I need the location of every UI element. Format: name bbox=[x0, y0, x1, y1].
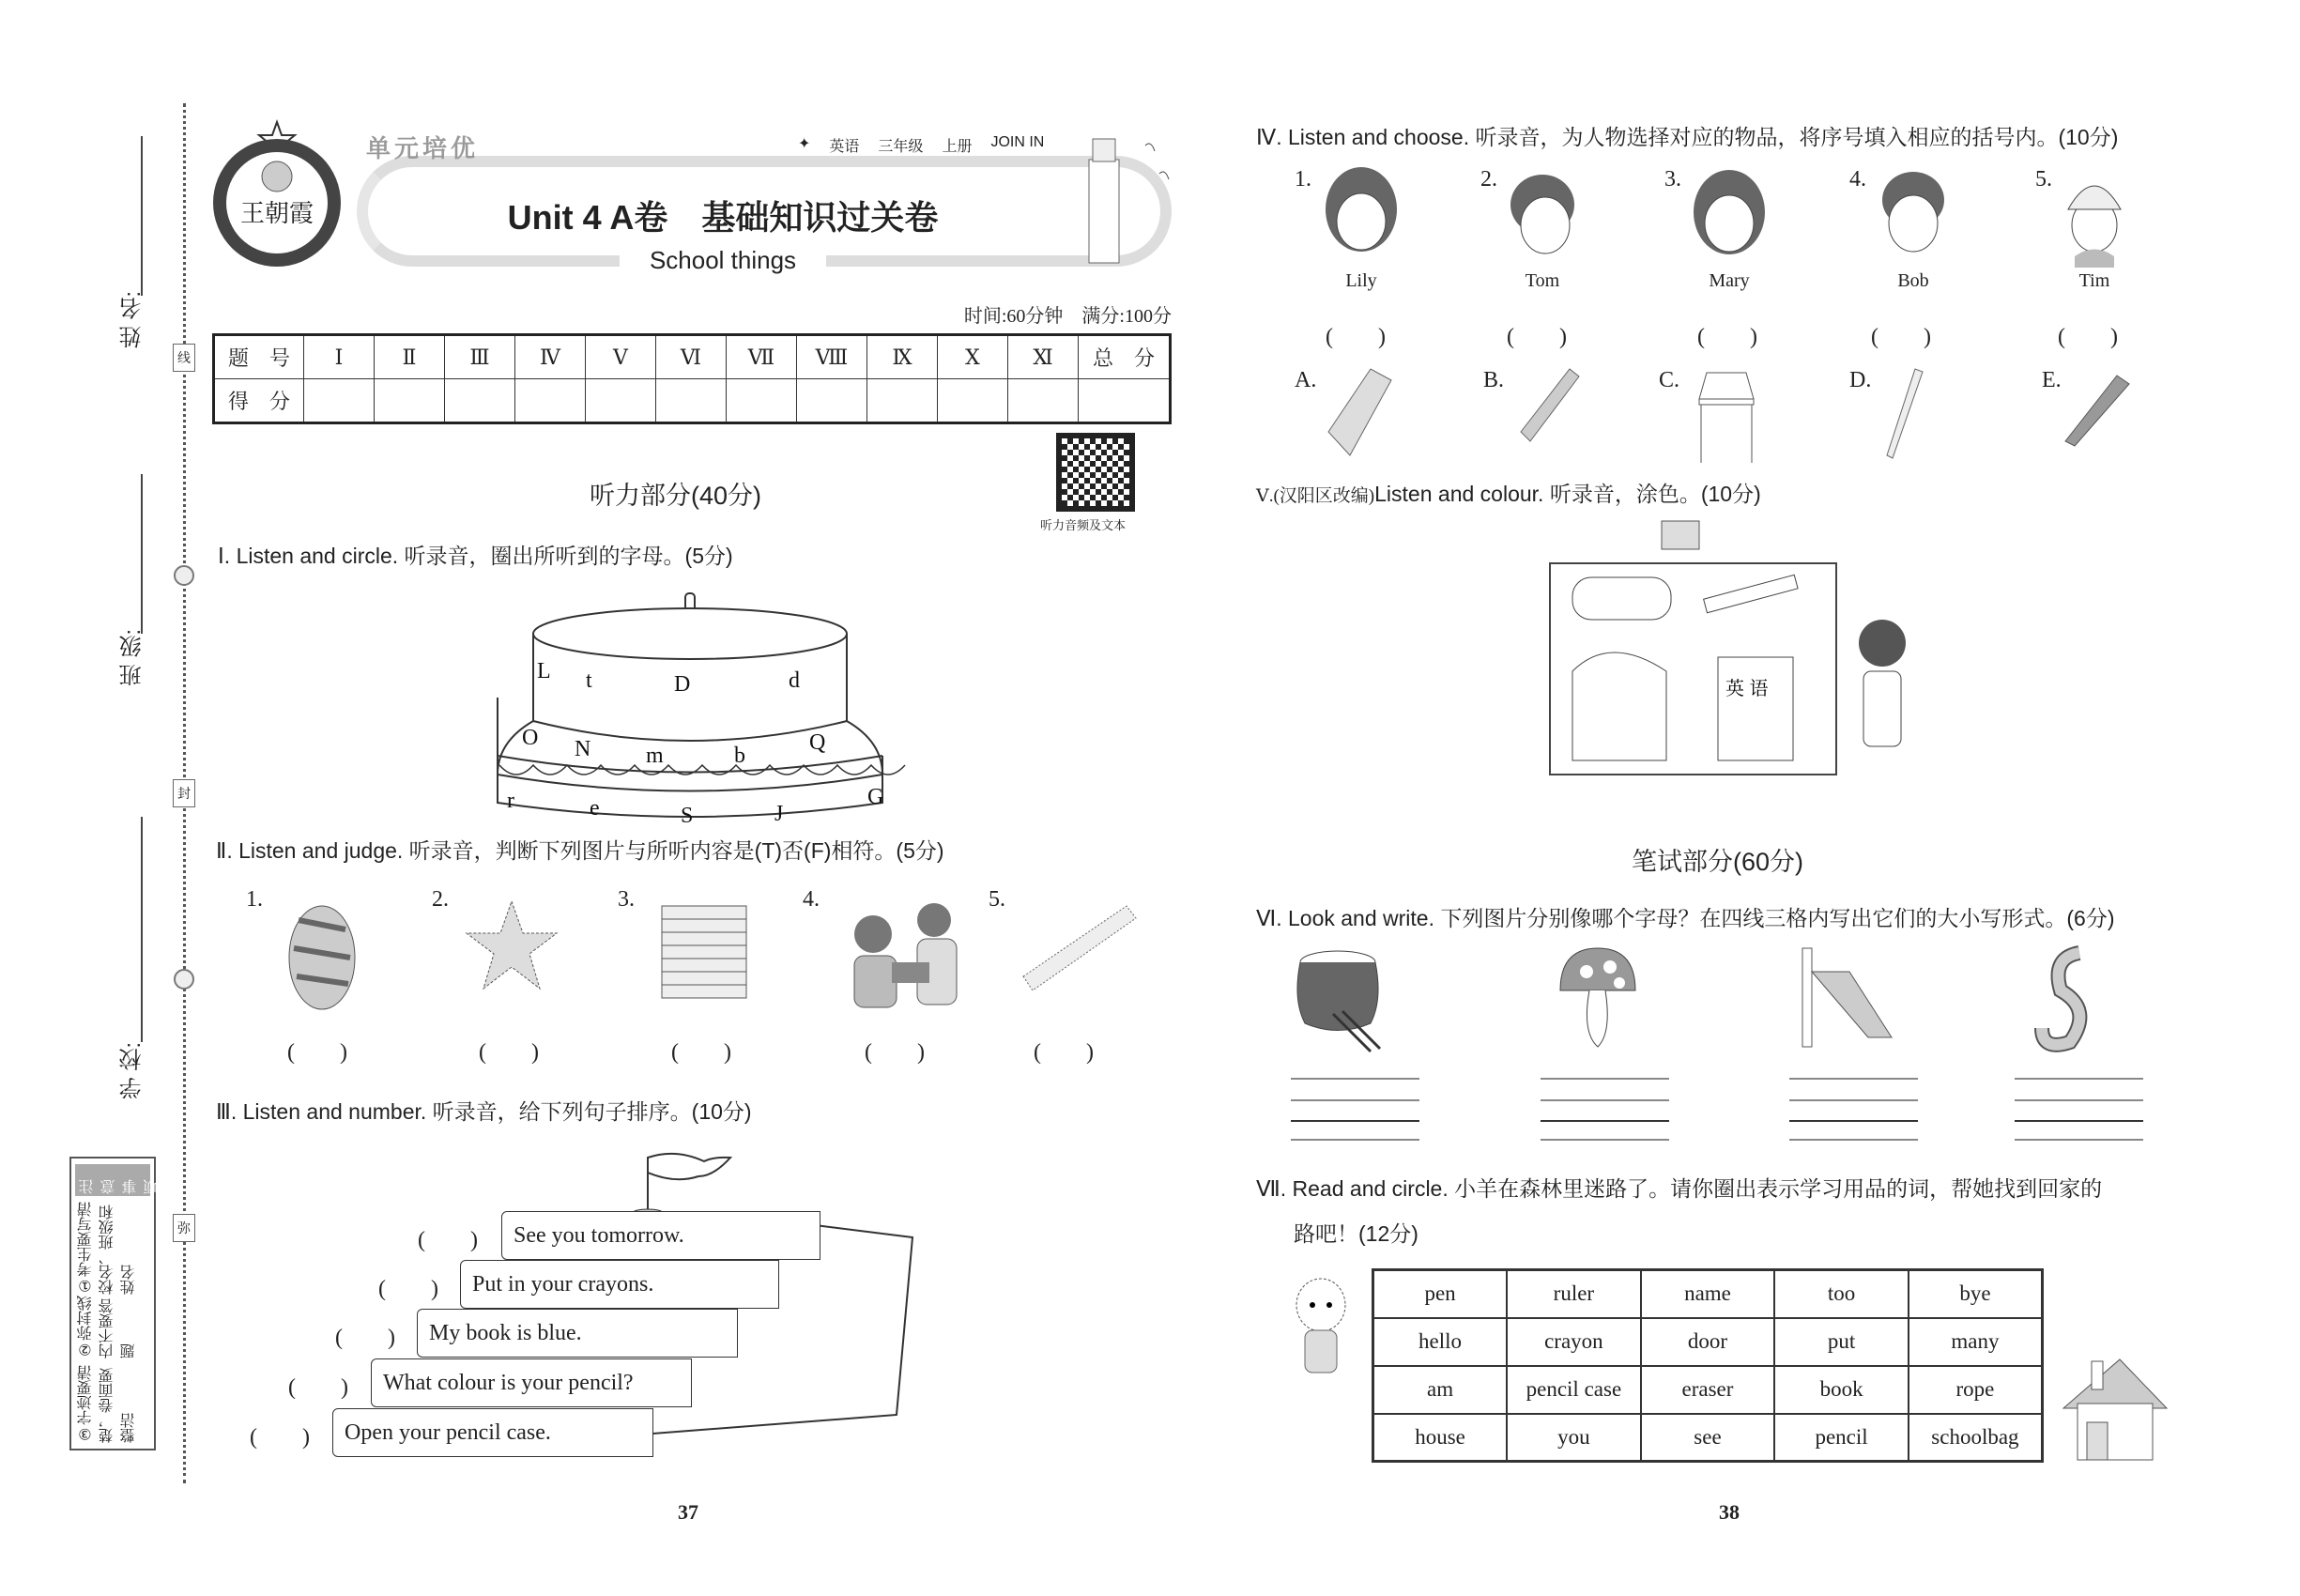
drum-image bbox=[1297, 951, 1380, 1051]
score-cell[interactable] bbox=[375, 379, 445, 423]
score-cell[interactable] bbox=[867, 379, 938, 423]
person-name: Tim bbox=[2078, 270, 2110, 291]
person-name: Mary bbox=[1709, 270, 1750, 291]
option-letter: C. bbox=[1659, 368, 1680, 392]
children-image bbox=[840, 892, 972, 1014]
option-letter: A. bbox=[1295, 368, 1317, 392]
listening-section-title: 听力部分(40分) bbox=[590, 482, 762, 510]
school-items bbox=[1324, 361, 2187, 465]
cake-letter: O bbox=[522, 726, 539, 750]
option-letter: E. bbox=[2042, 368, 2062, 392]
item-number: 3. bbox=[1664, 167, 1681, 192]
word-cell[interactable]: put bbox=[1774, 1318, 1909, 1366]
item-number: 3. bbox=[618, 887, 635, 912]
qr-caption: 听力音频及文本 bbox=[1040, 518, 1127, 532]
word-maze-grid bbox=[1372, 1268, 2044, 1463]
notice-title: 注意事项 bbox=[75, 1164, 150, 1196]
sentence-book bbox=[417, 1309, 738, 1358]
pen-image bbox=[2065, 376, 2129, 446]
table-header: Ⅱ bbox=[375, 335, 445, 379]
item-number: 4. bbox=[1849, 167, 1866, 192]
page-number: 38 bbox=[1719, 1500, 1740, 1524]
page-number: 37 bbox=[678, 1500, 698, 1524]
score-cell[interactable] bbox=[445, 379, 515, 423]
table-header: Ⅷ bbox=[797, 335, 867, 379]
answer-blank[interactable]: ( ) bbox=[1871, 325, 1931, 349]
writing-line[interactable] bbox=[2015, 1099, 2143, 1101]
q4-heading: Ⅳ. Listen and choose. 听录音，为人物选择对应的物品，将序号填入相应的括号内。(10分) bbox=[1256, 125, 2119, 149]
word-cell[interactable]: rope bbox=[1909, 1366, 2043, 1414]
answer-blank[interactable]: ( ) bbox=[1034, 1040, 1094, 1065]
colouring-board bbox=[1544, 521, 1967, 784]
time-info: 时间:60分钟 满分:100分 bbox=[963, 306, 1172, 327]
person-name: Bob bbox=[1897, 270, 1929, 291]
q5-heading-text: Listen and colour. 听录音，涂色。(10分) bbox=[1374, 482, 1761, 506]
word-cell[interactable]: pencil case bbox=[1507, 1366, 1641, 1414]
cake-letter: b bbox=[734, 744, 745, 768]
face-bob bbox=[1882, 172, 1944, 252]
word-cell[interactable]: am bbox=[1373, 1366, 1508, 1414]
writing-line[interactable] bbox=[1291, 1099, 1419, 1101]
answer-blank[interactable]: ( ) bbox=[2058, 325, 2118, 349]
writing-line[interactable] bbox=[1789, 1139, 1918, 1141]
boy-image bbox=[1859, 620, 1906, 667]
cake-letter: N bbox=[575, 737, 591, 761]
writing-line[interactable] bbox=[1541, 1078, 1669, 1080]
notice-item: ①考生要写清校名、班级和姓名 bbox=[78, 1201, 137, 1295]
item-number: 2. bbox=[432, 887, 449, 912]
word-cell[interactable]: schoolbag bbox=[1909, 1414, 2043, 1462]
face-mary bbox=[1694, 170, 1765, 254]
face-tim bbox=[2068, 186, 2121, 268]
cake-letter: r bbox=[507, 789, 514, 813]
notice-item: ③字迹要清楚，卷面要整洁 bbox=[78, 1365, 137, 1443]
book-label: 英 语 bbox=[1725, 679, 1769, 699]
writing-section-title: 笔试部分(60分) bbox=[1632, 848, 1804, 876]
item-number: 5. bbox=[2035, 167, 2052, 192]
name-label: 姓 名: bbox=[120, 291, 146, 349]
option-letter: D. bbox=[1849, 368, 1872, 392]
writing-line[interactable] bbox=[1541, 1099, 1669, 1101]
books-stack-image bbox=[657, 892, 760, 1014]
score-cell[interactable] bbox=[304, 379, 375, 423]
sparkle-icon: ✦ bbox=[798, 136, 811, 152]
word-cell[interactable]: you bbox=[1507, 1414, 1641, 1462]
answer-blank[interactable]: ( ) bbox=[335, 1326, 395, 1350]
series-label: 单元培优 bbox=[366, 134, 480, 162]
person-name: Tom bbox=[1525, 270, 1560, 291]
table-header: Ⅰ bbox=[304, 335, 375, 379]
table-header: 题 号 bbox=[214, 335, 304, 379]
table-header: Ⅹ bbox=[938, 335, 1008, 379]
table-header: 得 分 bbox=[214, 379, 304, 423]
page-subtitle: School things bbox=[620, 246, 826, 275]
face-lily bbox=[1326, 167, 1397, 252]
tiger-image bbox=[270, 892, 383, 1014]
crayon-image bbox=[1521, 369, 1579, 441]
word-cell[interactable]: crayon bbox=[1507, 1318, 1641, 1366]
q2-heading: Ⅱ. Listen and judge. 听录音，判断下列图片与所听内容是(T)否(F)相符。(5分) bbox=[216, 838, 944, 863]
score-cell[interactable] bbox=[515, 379, 586, 423]
answer-blank[interactable]: ( ) bbox=[479, 1040, 539, 1065]
school-line[interactable] bbox=[141, 817, 143, 1042]
qr-code[interactable] bbox=[1056, 433, 1135, 512]
word-cell[interactable]: book bbox=[1774, 1366, 1909, 1414]
cake-letter: Q bbox=[809, 730, 826, 755]
cake-letter: e bbox=[590, 796, 600, 821]
mushroom-image bbox=[1560, 948, 1635, 1047]
letter-shape-pictures bbox=[1291, 944, 2136, 1061]
cake-illustration bbox=[488, 582, 901, 828]
word-cell[interactable]: many bbox=[1909, 1318, 2043, 1366]
cake-letter: d bbox=[789, 668, 800, 693]
tag: JOIN IN bbox=[990, 134, 1045, 150]
item-number: 2. bbox=[1480, 167, 1497, 192]
person-name: Lily bbox=[1345, 270, 1377, 291]
page-title: Unit 4 A卷 基础知识过关卷 bbox=[507, 198, 939, 237]
seal-char: 弥 bbox=[173, 1214, 195, 1242]
answer-blank[interactable]: ( ) bbox=[1697, 325, 1757, 349]
q7-heading: Ⅶ. Read and circle. 小羊在森林里迷路了。请你圈出表示学习用品的词，帮她找到回家的 bbox=[1256, 1176, 2103, 1201]
table-header: Ⅵ bbox=[656, 335, 727, 379]
answer-blank[interactable]: ( ) bbox=[378, 1277, 438, 1301]
q5-source: Ⅴ.(汉阳区改编) bbox=[1256, 486, 1375, 506]
writing-line[interactable] bbox=[1291, 1078, 1419, 1080]
desk-image bbox=[1699, 373, 1754, 463]
writing-line[interactable] bbox=[1291, 1120, 1419, 1122]
cake-letter: S bbox=[681, 804, 694, 828]
binding-hole-icon bbox=[174, 565, 194, 586]
sentence-book bbox=[332, 1408, 653, 1457]
answer-blank[interactable]: ( ) bbox=[250, 1425, 310, 1450]
writing-line[interactable] bbox=[1789, 1120, 1918, 1122]
cake-letter: J bbox=[774, 802, 784, 826]
class-label: 班 级: bbox=[120, 629, 146, 687]
tag: 三年级 bbox=[878, 139, 924, 155]
star-image bbox=[465, 899, 559, 993]
table-header: Ⅸ bbox=[867, 335, 938, 379]
table-header: 总 分 bbox=[1079, 335, 1171, 379]
word-cell[interactable]: hello bbox=[1373, 1318, 1508, 1366]
score-table bbox=[212, 333, 1172, 424]
school-label: 学 校: bbox=[120, 1042, 146, 1100]
word-cell[interactable]: name bbox=[1641, 1270, 1775, 1318]
word-cell[interactable]: house bbox=[1373, 1414, 1508, 1462]
pencil-case-image bbox=[1572, 577, 1671, 620]
header-tags bbox=[798, 134, 1044, 156]
answer-blank[interactable]: ( ) bbox=[287, 1040, 347, 1065]
name-line[interactable] bbox=[141, 136, 143, 296]
word-cell[interactable]: door bbox=[1641, 1318, 1775, 1366]
sentence-text: Put in your crayons. bbox=[472, 1272, 654, 1297]
notice-box bbox=[69, 1157, 161, 1450]
children-faces bbox=[1324, 167, 2150, 270]
slide-image bbox=[1802, 948, 1892, 1047]
writing-line[interactable] bbox=[2015, 1078, 2143, 1080]
q7-heading-line2: 路吧！(12分) bbox=[1294, 1221, 1418, 1246]
table-header: Ⅺ bbox=[1008, 335, 1079, 379]
score-cell[interactable] bbox=[938, 379, 1008, 423]
item-number: 1. bbox=[246, 887, 263, 912]
seal-char: 封 bbox=[173, 779, 195, 807]
cake-letter: t bbox=[586, 668, 592, 693]
brand-logo bbox=[207, 120, 347, 270]
writing-line[interactable] bbox=[1541, 1120, 1669, 1122]
item-number: 4. bbox=[803, 887, 820, 912]
word-cell[interactable]: pen bbox=[1373, 1270, 1508, 1318]
table-header: Ⅴ bbox=[586, 335, 656, 379]
q3-heading: Ⅲ. Listen and number. 听录音，给下列句子排序。(10分) bbox=[216, 1099, 752, 1124]
writing-line[interactable] bbox=[1789, 1078, 1918, 1080]
class-line[interactable] bbox=[141, 474, 143, 634]
answer-blank[interactable]: ( ) bbox=[865, 1040, 925, 1065]
table-header: Ⅲ bbox=[445, 335, 515, 379]
sentence-text: My book is blue. bbox=[429, 1321, 582, 1345]
snake-image bbox=[2042, 953, 2079, 1045]
word-cell[interactable]: too bbox=[1774, 1270, 1909, 1318]
item-number: 1. bbox=[1295, 167, 1311, 192]
brand-name: 王朝霞 bbox=[239, 199, 314, 227]
notice-item: ②弥封线内不要答题 bbox=[78, 1295, 137, 1358]
sentence-book bbox=[501, 1211, 820, 1260]
tag: 英语 bbox=[829, 139, 860, 155]
writing-line[interactable] bbox=[1789, 1099, 1918, 1101]
writing-line[interactable] bbox=[1291, 1139, 1419, 1141]
q1-heading: Ⅰ. Listen and circle. 听录音，圈出所听到的字母。(5分) bbox=[218, 544, 733, 568]
score-cell[interactable] bbox=[1008, 379, 1079, 423]
table-header: Ⅳ bbox=[515, 335, 586, 379]
writing-line[interactable] bbox=[2015, 1139, 2143, 1141]
sentence-text: See you tomorrow. bbox=[514, 1223, 684, 1248]
cake-letter: D bbox=[674, 672, 691, 697]
cake-letter: L bbox=[537, 659, 551, 683]
word-cell[interactable]: eraser bbox=[1641, 1366, 1775, 1414]
sentence-book bbox=[460, 1260, 779, 1309]
lamb-image bbox=[1288, 1272, 1354, 1389]
answer-blank[interactable]: ( ) bbox=[1507, 325, 1567, 349]
pencil-image bbox=[1887, 369, 1923, 458]
english-book-image bbox=[1718, 657, 1793, 760]
cake-letter: G bbox=[867, 785, 884, 809]
cake-letter: m bbox=[646, 744, 664, 768]
lighthouse-icon bbox=[1080, 131, 1173, 263]
score-cell[interactable] bbox=[797, 379, 867, 423]
word-cell[interactable]: see bbox=[1641, 1414, 1775, 1462]
face-tom bbox=[1510, 175, 1574, 253]
ruler-image bbox=[1019, 901, 1141, 995]
answer-blank[interactable]: ( ) bbox=[418, 1228, 478, 1252]
house-icon bbox=[2054, 1352, 2176, 1463]
writing-line[interactable] bbox=[1541, 1139, 1669, 1141]
answer-blank[interactable]: ( ) bbox=[671, 1040, 731, 1065]
item-number: 5. bbox=[989, 887, 1005, 912]
eraser-image bbox=[1328, 369, 1391, 455]
writing-line[interactable] bbox=[2015, 1120, 2143, 1122]
schoolbag-image bbox=[1572, 652, 1666, 760]
tag: 上册 bbox=[942, 139, 973, 155]
word-cell[interactable]: pencil bbox=[1774, 1414, 1909, 1462]
score-cell[interactable] bbox=[586, 379, 656, 423]
score-cell[interactable] bbox=[727, 379, 797, 423]
binding-hole-icon bbox=[174, 969, 194, 990]
sentence-text: What colour is your pencil? bbox=[383, 1371, 634, 1395]
sentence-book bbox=[371, 1358, 692, 1407]
seal-char: 线 bbox=[173, 344, 195, 372]
sentence-text: Open your pencil case. bbox=[345, 1420, 551, 1445]
answer-blank[interactable]: ( ) bbox=[288, 1375, 348, 1400]
word-cell[interactable]: bye bbox=[1909, 1270, 2043, 1318]
score-cell[interactable] bbox=[1079, 379, 1171, 423]
score-cell[interactable] bbox=[656, 379, 727, 423]
table-header: Ⅶ bbox=[727, 335, 797, 379]
q5-heading bbox=[1256, 477, 1761, 508]
q6-heading: Ⅵ. Look and write. 下列图片分别像哪个字母？在四线三格内写出它们的大小写形式。(6分) bbox=[1256, 906, 2115, 930]
answer-blank[interactable]: ( ) bbox=[1326, 325, 1386, 349]
option-letter: B. bbox=[1483, 368, 1505, 392]
word-cell[interactable]: ruler bbox=[1507, 1270, 1641, 1318]
